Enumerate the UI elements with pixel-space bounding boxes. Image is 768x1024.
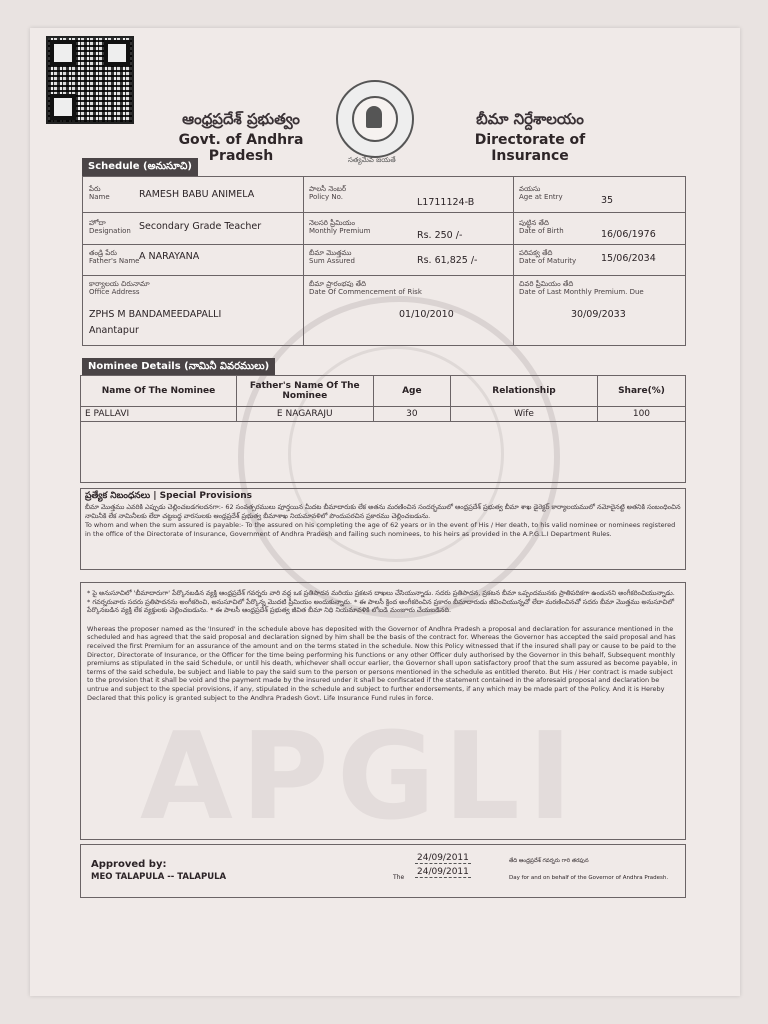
nominee-table xyxy=(80,375,686,483)
terms-box xyxy=(80,582,686,840)
govt-header xyxy=(156,110,326,164)
date-of-birth: 16/06/1976 xyxy=(601,229,656,240)
directorate-title: Directorate of Insurance xyxy=(474,132,586,164)
nominee-share: 100 xyxy=(597,407,685,422)
nominee-header-row xyxy=(81,376,686,407)
nominee-name: E PALLAVI xyxy=(81,407,237,422)
qr-code xyxy=(46,36,134,124)
age-label: వయసు Age at Entry xyxy=(519,185,563,201)
directorate-title-telugu: బీమా నిర్దేశాలయం xyxy=(476,110,584,128)
governor-behalf: Day for and on behalf of the Governor of Andhra Pradesh. xyxy=(509,875,669,881)
dob-label: పుట్టిన తేది Date of Birth xyxy=(519,219,564,235)
insured-name: RAMESH BABU ANIMELA xyxy=(139,189,255,200)
schedule-title: Schedule (అనుసూచి) xyxy=(82,158,198,176)
the-label: The xyxy=(393,874,405,881)
approval-date: 24/09/2011 xyxy=(417,853,469,863)
father-name: A NARAYANA xyxy=(139,251,200,262)
provisions-title: ప్రత్యేక నిబంధనలు | Special Provisions xyxy=(85,491,252,501)
designation-label: హోదా Designation xyxy=(89,219,131,235)
policy-document xyxy=(30,28,740,996)
date-of-maturity: 15/06/2034 xyxy=(601,253,656,264)
provisions-telugu: బీమా మొత్తము ఎవరికి ఎప్పుడు చెల్లించబడగలదనగా:- 62 సంవత్సరములు పూర్తయిన మీదట బీమాదారుకు లేక అతను మరణించిన సందర్భములో ఆంధ్రప్రదేశ్ ప్రభుత్వ బీమా శాఖ డైరెక్టర్ కార్యాలయములో నమోదైనట్టి అతనికి సంబంధించిన నామినీకి లేక నామినీలకు లేదా చట్టబద్ధ వారసులకు ఆంధ్రప్రదేశ్ ప్రభుత్వ బీమాశాఖ నియమావళిలో పొందుపరచిన ప్రకారము చెల్లించబడును. xyxy=(85,503,681,520)
last-premium-date: 30/09/2033 xyxy=(571,309,626,320)
last-premium-label: చివరి ప్రీమియం తేది Date of Last Monthly Premium. Due xyxy=(519,280,644,296)
nominee-relationship: Wife xyxy=(451,407,598,422)
policy-label: పాలసీ నెంబర్ Policy No. xyxy=(309,185,347,201)
nominee-father: E NAGARAJU xyxy=(236,407,373,422)
governor-behalf-telugu: తేది ఆంధ్రప్రదేశ్ గవర్నరు గారి తరఫున xyxy=(509,858,589,864)
state-emblem-icon xyxy=(336,80,414,158)
empty-row xyxy=(81,422,686,483)
monthly-premium: Rs. 250 /- xyxy=(417,230,463,241)
special-provisions-box xyxy=(80,488,686,570)
emblem-caption: సత్యమేవ జయతే xyxy=(348,156,396,164)
nominee-age: 30 xyxy=(373,407,451,422)
col-father-name: Father's Name Of The Nominee xyxy=(236,376,373,407)
designation: Secondary Grade Teacher xyxy=(139,221,262,232)
terms-english: Whereas the proposer named as the 'Insured' in the schedule above has deposited with the Governor of Andhra Pradesh a proposal and declaration for assurance mentioned in the scheduled and has agreed that the said proposal and declaration signed by him shall be the basis of the contract for. Whereas the Governor has accepted the said proposal and has received the first Premium for an assurance of the amount and on the terms stated in the schedule. Now this Policy witnessed that if the insured shall pay or cause to be paid to the Director, Directorate of Insurance, or the Officer for the time being performing his functions or any other Officer duly authorised by the Governor in this behalf, Subsequent monthly premiums as stipulated in the said Schedule, or until his death, whichever shall occur earlier, the Governor shall upon satisfactory proof that the sum assured as become payable, in terms of the said schedule, be subject and liable to pay the said sum to the person or persons mentioned in the schedule as entitled thereto. But His / Her contract is made subject to the provision that it shall be void and the payment made by the insured under it shall be confiscated if the statement contained in the aforesaid proposal and declaration be untrue and subject to the special provisions, if any, stipulated in the schedule and subject to further endorsements, if any which may be made part of the Policy. And it is Hereby Declared that this policy is granted subject to the Andhra Pradesh Govt. Life Insurance Fund rules in force. xyxy=(87,624,678,702)
approval-box xyxy=(80,844,686,898)
provisions-english: To whom and when the sum assured is payable:- To the assured on his completing the age of 62 years or in the event of His / Her death, to his valid nominee or nominees registered in the office of the Directorate of Insurance, Government of Andhra Pradesh and failing such nominees, to his heirs as provided in the A.P.G.L.I Department Rules. xyxy=(85,521,676,538)
col-share: Share(%) xyxy=(597,376,685,407)
watermark-letters: APGLI xyxy=(140,708,581,847)
policy-number: L1711124-B xyxy=(417,197,475,208)
father-label: తండ్రి పేరు Father's Name xyxy=(89,249,140,265)
office-address-line2: Anantapur xyxy=(89,325,139,336)
terms-telugu: * పై అనుసూచిలో 'బీమాదారుగా' పేర్కొనబడిన వ్యక్తి ఆంధ్రప్రదేశ్ గవర్నరు వారి వద్ద ఒక ప్రతిపాదన మరియు ప్రకటన దాఖలు చేసియున్నాడు. సదరు ప్రతిపాదన, ప్రకటన బీమా ఒప్పందమునకు ప్రాతిపదికగా ఉండునని అంగీకరించియున్నాడు. * గవర్నరువారు సదరు ప్రతిపాదనను అంగీకరించి, అనుసూచిలో పేర్కొన్న మొదటి ప్రీమియం అందుకున్నారు. * ఈ పాలసీ క్రింద అంగీకరించిన ప్రకారం బీమాదారుడు జీవించియున్నచో లేదా మరణించినచో సదరు బీమా మొత్తము అనుసూచిలో పేర్కొనబడిన వ్యక్తి లేక వ్యక్తులకు చెల్లించబడును. * ఈ పాలసీ ఆంధ్రప్రదేశ్ ప్రభుత్వ జీవిత బీమా నిధి నియమావళికి లోబడి మంజూరు చేయబడినది. xyxy=(87,589,675,615)
govt-title: Govt. of Andhra Pradesh xyxy=(178,132,304,164)
issue-date: 24/09/2011 xyxy=(417,867,469,877)
nominee-title: Nominee Details (నామినీ వివరములు) xyxy=(82,358,275,376)
table-row xyxy=(81,407,686,422)
office-label: కార్యాలయ చిరునామా Office Address xyxy=(89,280,150,296)
commencement-date: 01/10/2010 xyxy=(399,309,454,320)
approving-officer: MEO TALAPULA -- TALAPULA xyxy=(91,872,227,882)
commencement-label: బీమా ప్రారంభపు తేది Date Of Commencement of Risk xyxy=(309,280,422,296)
name-label: పేరు Name xyxy=(89,185,110,201)
approved-by-label: Approved by: xyxy=(91,859,167,870)
age-at-entry: 35 xyxy=(601,195,614,206)
premium-label: నెలసరి ప్రీమియం Monthly Premium xyxy=(309,219,371,235)
sum-assured: Rs. 61,825 /- xyxy=(417,255,478,266)
col-nominee-name: Name Of The Nominee xyxy=(81,376,237,407)
office-address-line1: ZPHS M BANDAMEEDAPALLI xyxy=(89,309,222,320)
directorate-header xyxy=(440,110,620,164)
sum-label: బీమా మొత్తము Sum Assured xyxy=(309,249,355,265)
col-age: Age xyxy=(373,376,451,407)
schedule-box xyxy=(82,176,686,346)
govt-title-telugu: ఆంధ్రప్రదేశ్ ప్రభుత్వం xyxy=(182,110,300,128)
col-relationship: Relationship xyxy=(451,376,598,407)
maturity-label: పరిపక్వ తేది Date of Maturity xyxy=(519,249,577,265)
